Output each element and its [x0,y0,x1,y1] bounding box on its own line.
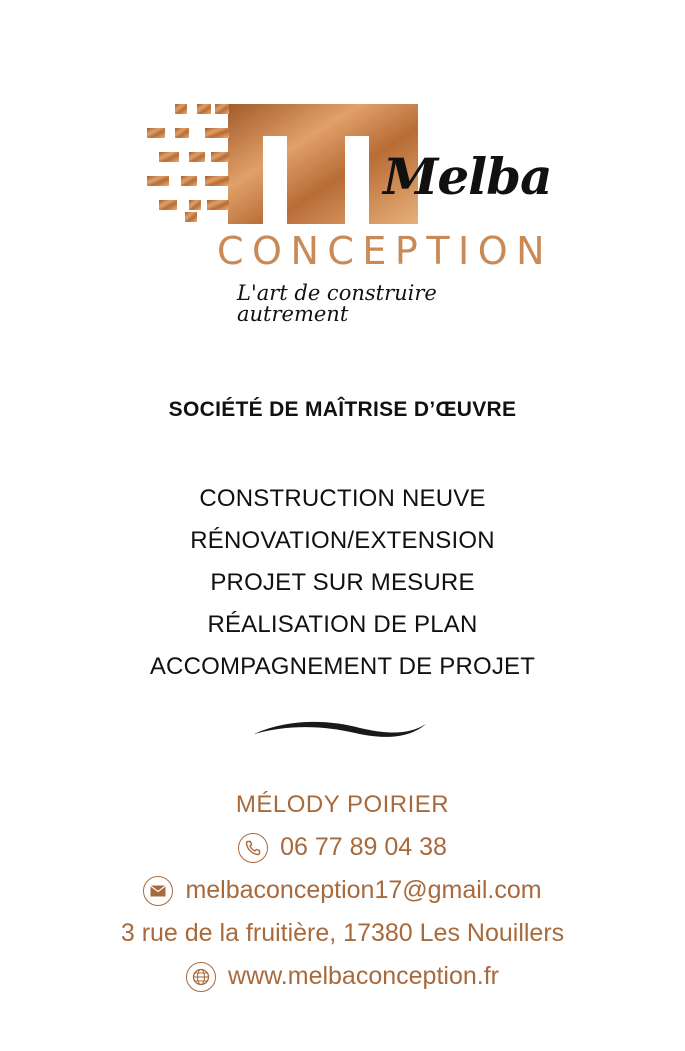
phone-icon [238,833,268,863]
contact-email-row [0,869,685,912]
contact-address: 3 rue de la fruitière, 17380 Les Nouillers [120,919,565,947]
company-type-heading: SOCIÉTÉ DE MAÎTRISE D’ŒUVRE [168,398,517,421]
brand-wordmark: CONCEPTION [217,229,554,273]
contact-block [0,783,685,998]
services-list [0,478,685,688]
divider-swoosh-icon [250,716,430,746]
contact-phone-row [0,826,685,869]
company-logo [145,100,554,326]
service-item: ACCOMPAGNEMENT DE PROJET [149,653,536,680]
website-link[interactable]: www.melbaconception.fr [228,962,499,990]
service-item: PROJET SUR MESURE [210,569,475,596]
email-link[interactable]: melbaconception17@gmail.com [185,876,542,904]
service-item: RÉALISATION DE PLAN [207,611,478,638]
globe-icon [186,962,216,992]
brand-tagline: L'art de construire autrement [237,281,437,326]
service-item: CONSTRUCTION NEUVE [199,485,486,512]
phone-link[interactable]: 06 77 89 04 38 [280,833,447,861]
brand-script-name: Melba [383,147,552,206]
envelope-icon [143,876,173,906]
contact-website-row [0,955,685,998]
service-item: RÉNOVATION/EXTENSION [190,527,495,554]
contact-name: MÉLODY POIRIER [235,791,450,818]
